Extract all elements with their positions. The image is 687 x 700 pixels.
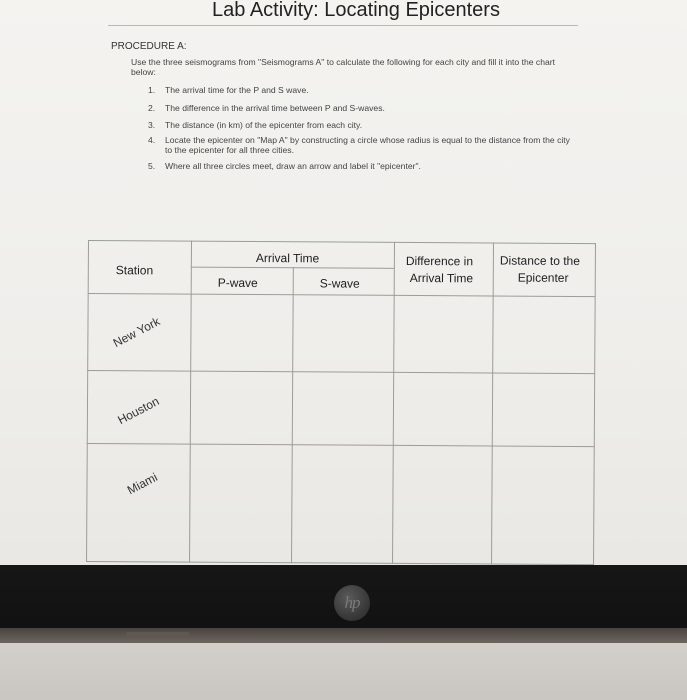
hp-logo — [334, 585, 370, 621]
header-difference-line1: Difference in — [405, 253, 474, 269]
table-border-right — [593, 243, 596, 565]
table-border-top — [88, 240, 596, 244]
procedure-heading: PROCEDURE A: — [111, 41, 187, 52]
laptop-deck — [0, 643, 687, 700]
step-text: The difference in the arrival time between P and S-waves. — [165, 103, 385, 113]
step-number: 1. — [148, 85, 156, 95]
step-text: Where all three circles meet, draw an arrow and label it "epicenter". — [165, 161, 421, 171]
title-divider — [108, 25, 578, 26]
header-distance-line2: Epicenter — [517, 270, 569, 285]
data-table — [86, 240, 596, 565]
step-number: 3. — [148, 120, 156, 130]
step-number: 4. — [148, 135, 156, 145]
table-border-left — [86, 240, 89, 562]
header-distance-line1: Distance to the — [499, 253, 580, 269]
step-number: 2. — [148, 103, 156, 113]
step-text: The arrival time for the P and S wave. — [165, 85, 309, 95]
header-arrival-time: Arrival Time — [255, 251, 320, 266]
column-divider — [189, 241, 192, 563]
header-p-wave: P-wave — [217, 275, 258, 291]
step-text: Locate the epicenter on "Map A" by constructing a circle whose radius is equal to the distance from the city to the epicenter for all three cities. — [165, 135, 570, 155]
station-label: Houston — [115, 394, 162, 428]
header-s-wave: S-wave — [319, 276, 360, 291]
hinge-vent — [126, 632, 190, 636]
column-divider — [392, 242, 395, 564]
page-title: Lab Activity: Locating Epicenters — [212, 0, 500, 21]
step-text: The distance (in km) of the epicenter from each city. — [165, 120, 363, 130]
row-divider — [87, 443, 595, 447]
step-number: 5. — [148, 161, 156, 171]
column-divider — [291, 267, 294, 563]
row-divider — [87, 370, 595, 374]
procedure-intro: Use the three seismograms from "Seismograms A" to calculate the following for each city and fill it into the chart below: — [131, 57, 556, 77]
logo-text: hp — [344, 593, 360, 612]
header-station: Station — [115, 263, 154, 278]
header-difference-line2: Arrival Time — [409, 270, 474, 286]
laptop-hinge — [0, 628, 687, 643]
column-divider — [491, 242, 494, 564]
station-label: Miami — [124, 470, 160, 498]
header-bottom-rule — [88, 293, 596, 297]
station-label: New York — [110, 314, 163, 351]
